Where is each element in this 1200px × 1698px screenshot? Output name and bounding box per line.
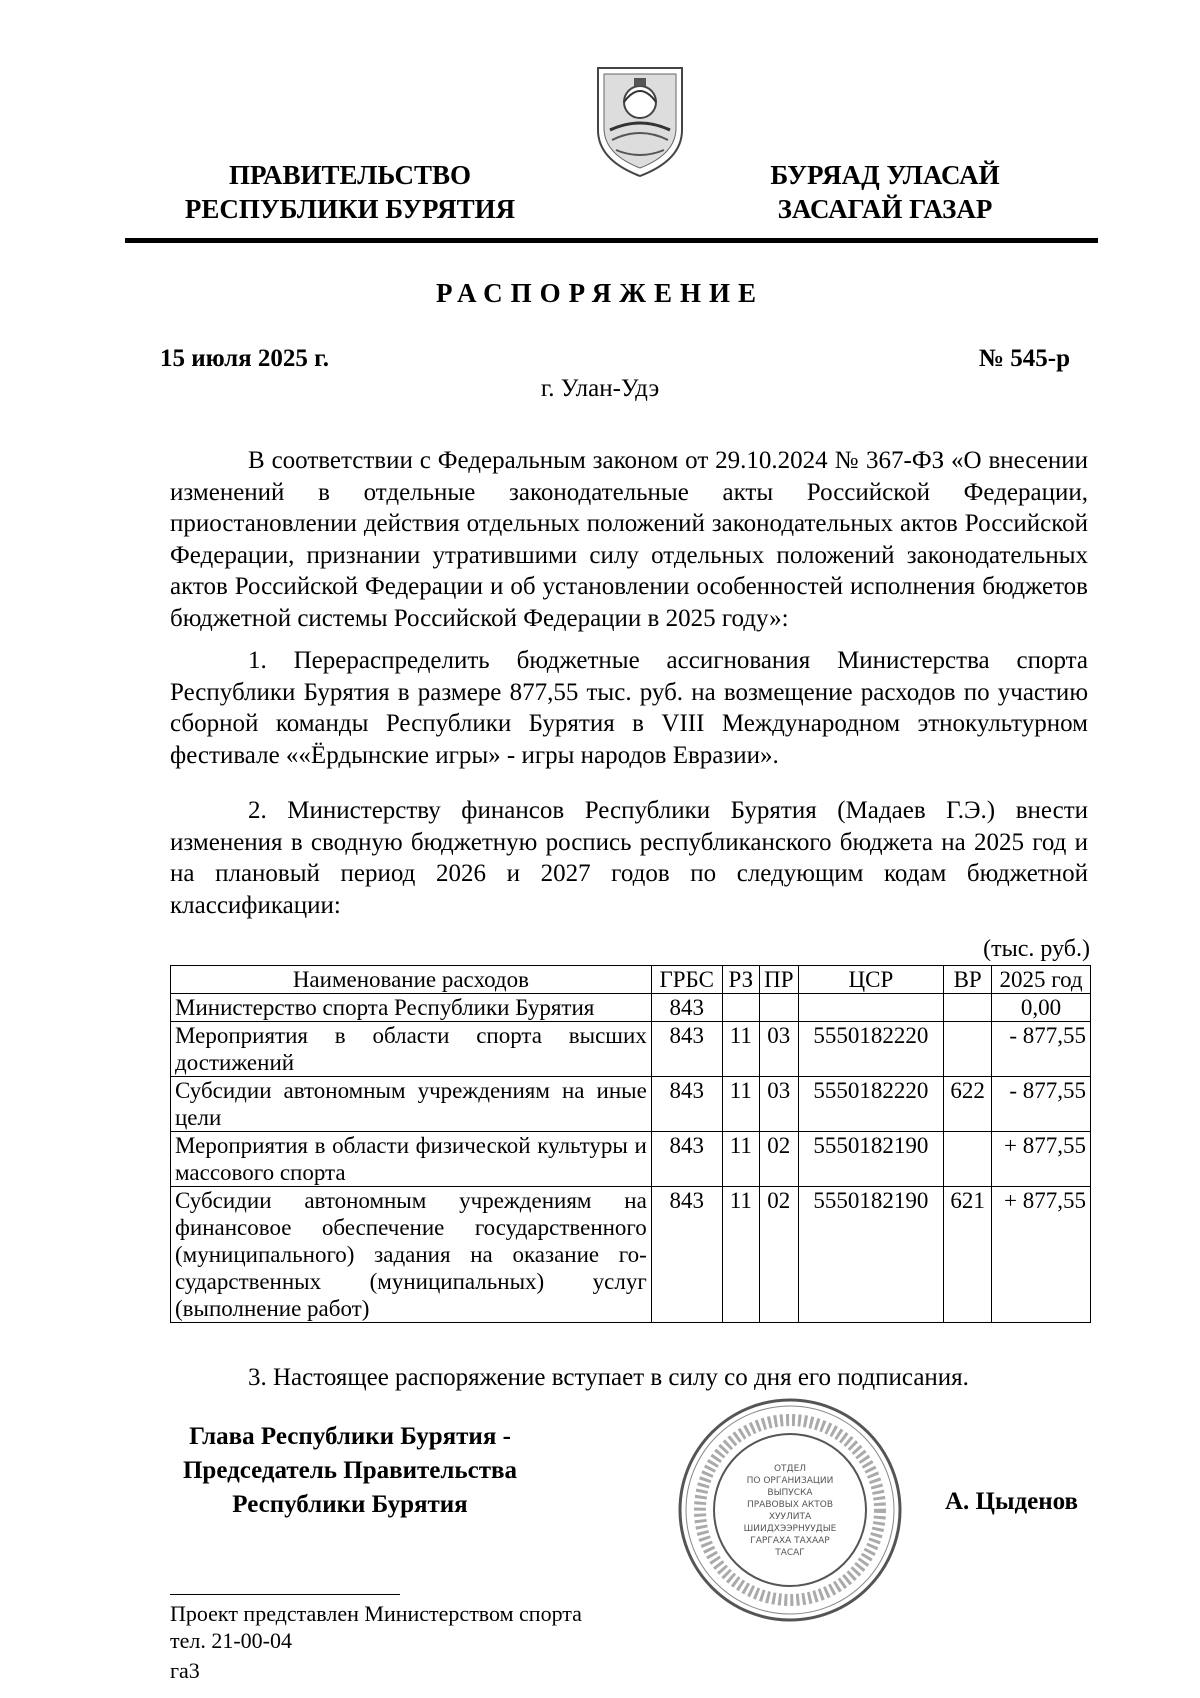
cell-rz: 11 bbox=[722, 1187, 759, 1323]
cell-pr bbox=[760, 994, 799, 1022]
signatory-title-line3: Республики Бурятия bbox=[232, 1491, 468, 1518]
signatory-title bbox=[160, 1420, 540, 1522]
header-year: 2025 год bbox=[992, 966, 1091, 994]
project-note-line1: Проект представлен Министерством спорта bbox=[170, 1601, 582, 1626]
signatory-title-line2: Председатель Правительства bbox=[182, 1457, 518, 1484]
cell-rz: 11 bbox=[722, 1077, 759, 1132]
cell-vr bbox=[944, 1022, 992, 1077]
footnote-divider bbox=[170, 1594, 400, 1595]
table-units: (тыс. руб.) bbox=[983, 936, 1090, 962]
budget-table bbox=[170, 965, 1091, 1323]
cell-grbs: 843 bbox=[651, 1077, 722, 1132]
header-name: Наименование расходов bbox=[171, 966, 652, 994]
stamp-line: ШИИДХЭЭРНУУДЫЕ bbox=[743, 1524, 837, 1534]
cell-rz: 11 bbox=[722, 1022, 759, 1077]
preamble-paragraph: В соответствии с Федеральным законом от 29.10.2024 № 367-ФЗ «О внесении изменений в отдельные законодательные акты Российской Федерации, приостановлении действия отдельных положений законодательных актов Российской Федерации, признании утратившими силу отдельных положений законодательных актов Российской Федерации и об установлении особенностей исполнения бюджетов бюджетной системы Российской Федерации в 2025 году»: bbox=[170, 447, 1088, 632]
cell-pr: 03 bbox=[760, 1077, 799, 1132]
government-name-ru-line1: ПРАВИТЕЛЬСТВО bbox=[228, 160, 472, 190]
item2-paragraph: 2. Министерству финансов Республики Бурятия (Мадаев Г.Э.) внести изменения в сводную бюджетную роспись республиканского бюджета на 2025 год и на плановый период 2026 и 2027 годов по следующим кодам бюджетной классификации: bbox=[170, 797, 1088, 919]
document-type: РАСПОРЯЖЕНИЕ bbox=[435, 278, 765, 308]
cell-amount: + 877,55 bbox=[992, 1187, 1091, 1323]
project-note-line2: тел. 21-00-04 bbox=[170, 1628, 293, 1653]
cell-csr: 5550182220 bbox=[798, 1022, 944, 1077]
cell-grbs: 843 bbox=[651, 1022, 722, 1077]
table-row bbox=[171, 994, 1091, 1022]
cell-vr bbox=[944, 1132, 992, 1187]
table-row bbox=[171, 1132, 1091, 1187]
government-name-bua-line1: БУРЯАД УЛАСАЙ bbox=[770, 160, 1000, 190]
header-grbs: ГРБС bbox=[651, 966, 722, 994]
stamp-line: ГАРГАХА ТАХААР bbox=[750, 1536, 830, 1546]
item1-paragraph: 1. Перераспределить бюджетные ассигнования Министерства спорта Республики Бурятия в размере 877,55 тыс. руб. на возмещение расходов по участию сборной команды Республики Бурятия в VIII Международном этнокультурном фестивале ««Ёрдынские игры» - игры народов Евразии». bbox=[170, 647, 1088, 769]
document-date: 15 июля 2025 г. bbox=[160, 345, 329, 372]
cell-csr: 5550182190 bbox=[798, 1187, 944, 1323]
cell-vr: 622 bbox=[944, 1077, 992, 1132]
government-name-ru bbox=[170, 158, 530, 226]
cell-name: Мероприятия в области спорта высших достижений bbox=[171, 1022, 652, 1077]
header-vr: ВР bbox=[944, 966, 992, 994]
stamp-line: ТАСАГ bbox=[775, 1548, 805, 1558]
cell-amount: - 877,55 bbox=[992, 1022, 1091, 1077]
header-divider bbox=[125, 238, 1098, 243]
item3-paragraph: 3. Настоящее распоряжение вступает в силу со дня его подписания. bbox=[248, 1364, 969, 1391]
header-csr: ЦСР bbox=[798, 966, 944, 994]
cell-csr: 5550182220 bbox=[798, 1077, 944, 1132]
document-city: г. Улан-Удэ bbox=[540, 375, 660, 402]
cell-pr: 02 bbox=[760, 1132, 799, 1187]
cell-vr: 621 bbox=[944, 1187, 992, 1323]
cell-pr: 03 bbox=[760, 1022, 799, 1077]
government-name-bua-line2: ЗАСАГАЙ ГАЗАР bbox=[777, 194, 993, 224]
table-row bbox=[171, 1187, 1091, 1323]
signatory-title-line1: Глава Республики Бурятия - bbox=[189, 1423, 511, 1450]
coat-of-arms-icon bbox=[590, 60, 690, 180]
cell-csr: 5550182190 bbox=[798, 1132, 944, 1187]
table-header-row bbox=[171, 966, 1091, 994]
cell-pr: 02 bbox=[760, 1187, 799, 1323]
cell-name: Министерство спорта Республики Бурятия bbox=[171, 994, 652, 1022]
government-name-bua bbox=[735, 158, 1035, 226]
table-row bbox=[171, 1022, 1091, 1077]
official-stamp-icon bbox=[675, 1395, 905, 1625]
government-name-ru-line2: РЕСПУБЛИКИ БУРЯТИЯ bbox=[184, 194, 516, 224]
header-pr: ПР bbox=[760, 966, 799, 994]
cell-grbs: 843 bbox=[651, 994, 722, 1022]
stamp-line: ОТДЕЛ bbox=[773, 1464, 807, 1474]
cell-grbs: 843 bbox=[651, 1132, 722, 1187]
cell-amount: 0,00 bbox=[992, 994, 1091, 1022]
table-row bbox=[171, 1077, 1091, 1132]
header-rz: РЗ bbox=[722, 966, 759, 994]
cell-name: Мероприятия в области физической культуры и массового спорта bbox=[171, 1132, 652, 1187]
cell-name: Субсидии автономным учреждениям на иные цели bbox=[171, 1077, 652, 1132]
stamp-line: ВЫПУСКА bbox=[767, 1488, 813, 1498]
cell-csr bbox=[798, 994, 944, 1022]
cell-rz bbox=[722, 994, 759, 1022]
cell-rz: 11 bbox=[722, 1132, 759, 1187]
stamp-line: ПРАВОВЫХ АКТОВ bbox=[746, 1500, 834, 1510]
cell-name: Субсидии автономным учреждениям на финансовое обеспечение государственного (муниципального) задания на оказание го-сударственных (муниципальных) услуг (выполнение работ) bbox=[171, 1187, 652, 1323]
signatory-name: А. Цыденов bbox=[945, 1488, 1079, 1515]
cell-amount: + 877,55 bbox=[992, 1132, 1091, 1187]
stamp-line: ПО ОРГАНИЗАЦИИ bbox=[746, 1476, 834, 1486]
project-note bbox=[170, 1600, 582, 1654]
stamp-line: ХУУЛИТА bbox=[768, 1512, 812, 1522]
document-code: га3 bbox=[170, 1658, 200, 1683]
cell-vr bbox=[944, 994, 992, 1022]
cell-amount: - 877,55 bbox=[992, 1077, 1091, 1132]
cell-grbs: 843 bbox=[651, 1187, 722, 1323]
document-number: № 545-р bbox=[978, 345, 1070, 372]
